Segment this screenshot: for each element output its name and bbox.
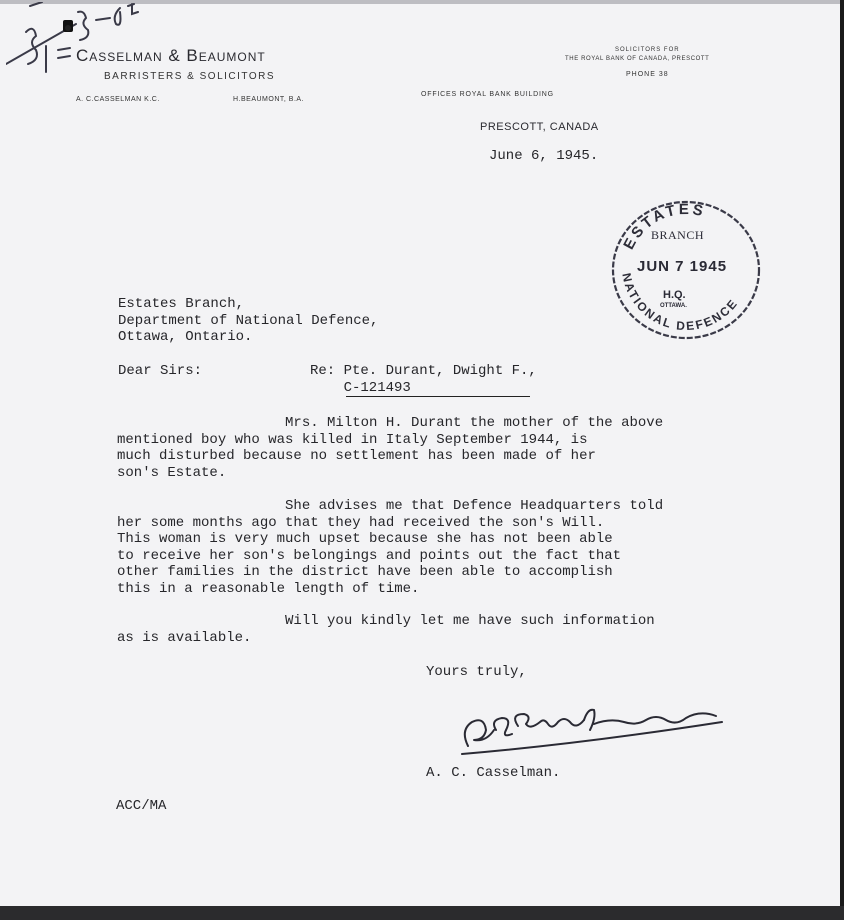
stamp-top-text: ESTATES <box>620 200 708 253</box>
handwritten-note-text: 31-5-64 <box>6 101 11 102</box>
body-line: to receive her son's belongings and points out the fact that <box>117 547 622 564</box>
svg-text:ESTATES <box>620 201 707 252</box>
paragraph-3 <box>117 613 655 646</box>
partner-left: A. C.CASSELMAN K.C. <box>76 96 160 103</box>
phone-number: PHONE 38 <box>626 71 669 78</box>
addressee-block <box>118 296 378 346</box>
body-line: mentioned boy who was killed in Italy September 1944, is <box>117 431 588 448</box>
body-line: This woman is very much upset because she has not been able <box>117 531 613 547</box>
body-line: this in a reasonable length of time. <box>117 580 420 597</box>
body-line: other families in the district have been able to accomplish <box>117 564 613 580</box>
partner-right: H.BEAUMONT, B.A. <box>233 96 305 103</box>
signer-name: A. C. Casselman. <box>426 765 561 781</box>
letterhead-city: PRESCOTT, CANADA <box>480 121 599 133</box>
stamp-hq: H.Q. <box>663 289 686 301</box>
letter-date: June 6, 1945. <box>489 148 599 164</box>
solicitors-for: SOLICITORS FOR <box>615 47 680 53</box>
subject-underline <box>346 396 530 397</box>
reference-initials: ACC/MA <box>116 798 167 814</box>
body-line: Mrs. Milton H. Durant the mother of the above <box>117 415 664 431</box>
paragraph-1 <box>117 415 663 481</box>
solicitors-bank: THE ROYAL BANK OF CANADA, PRESCOTT <box>565 56 710 62</box>
subject-line: Re: Pte. Durant, Dwight F., <box>310 363 537 379</box>
firm-subtitle: BARRISTERS & SOLICITORS <box>104 71 276 82</box>
addressee-line: Department of National Defence, <box>118 312 379 329</box>
subject-line: C-121493 <box>310 379 411 396</box>
scan-edge-bottom <box>0 906 844 920</box>
body-line: son's Estate. <box>117 464 227 481</box>
salutation: Dear Sirs: <box>118 363 203 379</box>
body-line: her some months ago that they had received the son's Will. <box>117 514 605 531</box>
body-line: Will you kindly let me have such information <box>117 613 655 629</box>
stamp-bottom-text: NATIONAL DEFENCE <box>619 271 741 334</box>
addressee-line: Ottawa, Ontario. <box>118 329 253 345</box>
body-line: much disturbed because no settlement has been made of her <box>117 448 596 464</box>
paragraph-2 <box>117 498 663 597</box>
stamp-ottawa: OTTAWA. <box>660 303 687 309</box>
body-line: She advises me that Defence Headquarters told <box>117 498 664 514</box>
stamp-date: JUN 7 1945 <box>637 258 728 275</box>
stamp-branch: BRANCH <box>651 228 705 242</box>
offices-line: OFFICES ROYAL BANK BUILDING <box>421 91 554 98</box>
handwritten-signature <box>460 700 730 760</box>
subject-block <box>310 363 537 396</box>
signature-script: A C Casselman <box>460 759 468 760</box>
firm-name: Casselman & Beaumont <box>76 46 266 65</box>
scan-edge-right <box>840 0 844 920</box>
closing: Yours truly, <box>426 664 527 680</box>
addressee-line: Estates Branch, <box>118 296 245 312</box>
body-line: as is available. <box>117 629 252 646</box>
